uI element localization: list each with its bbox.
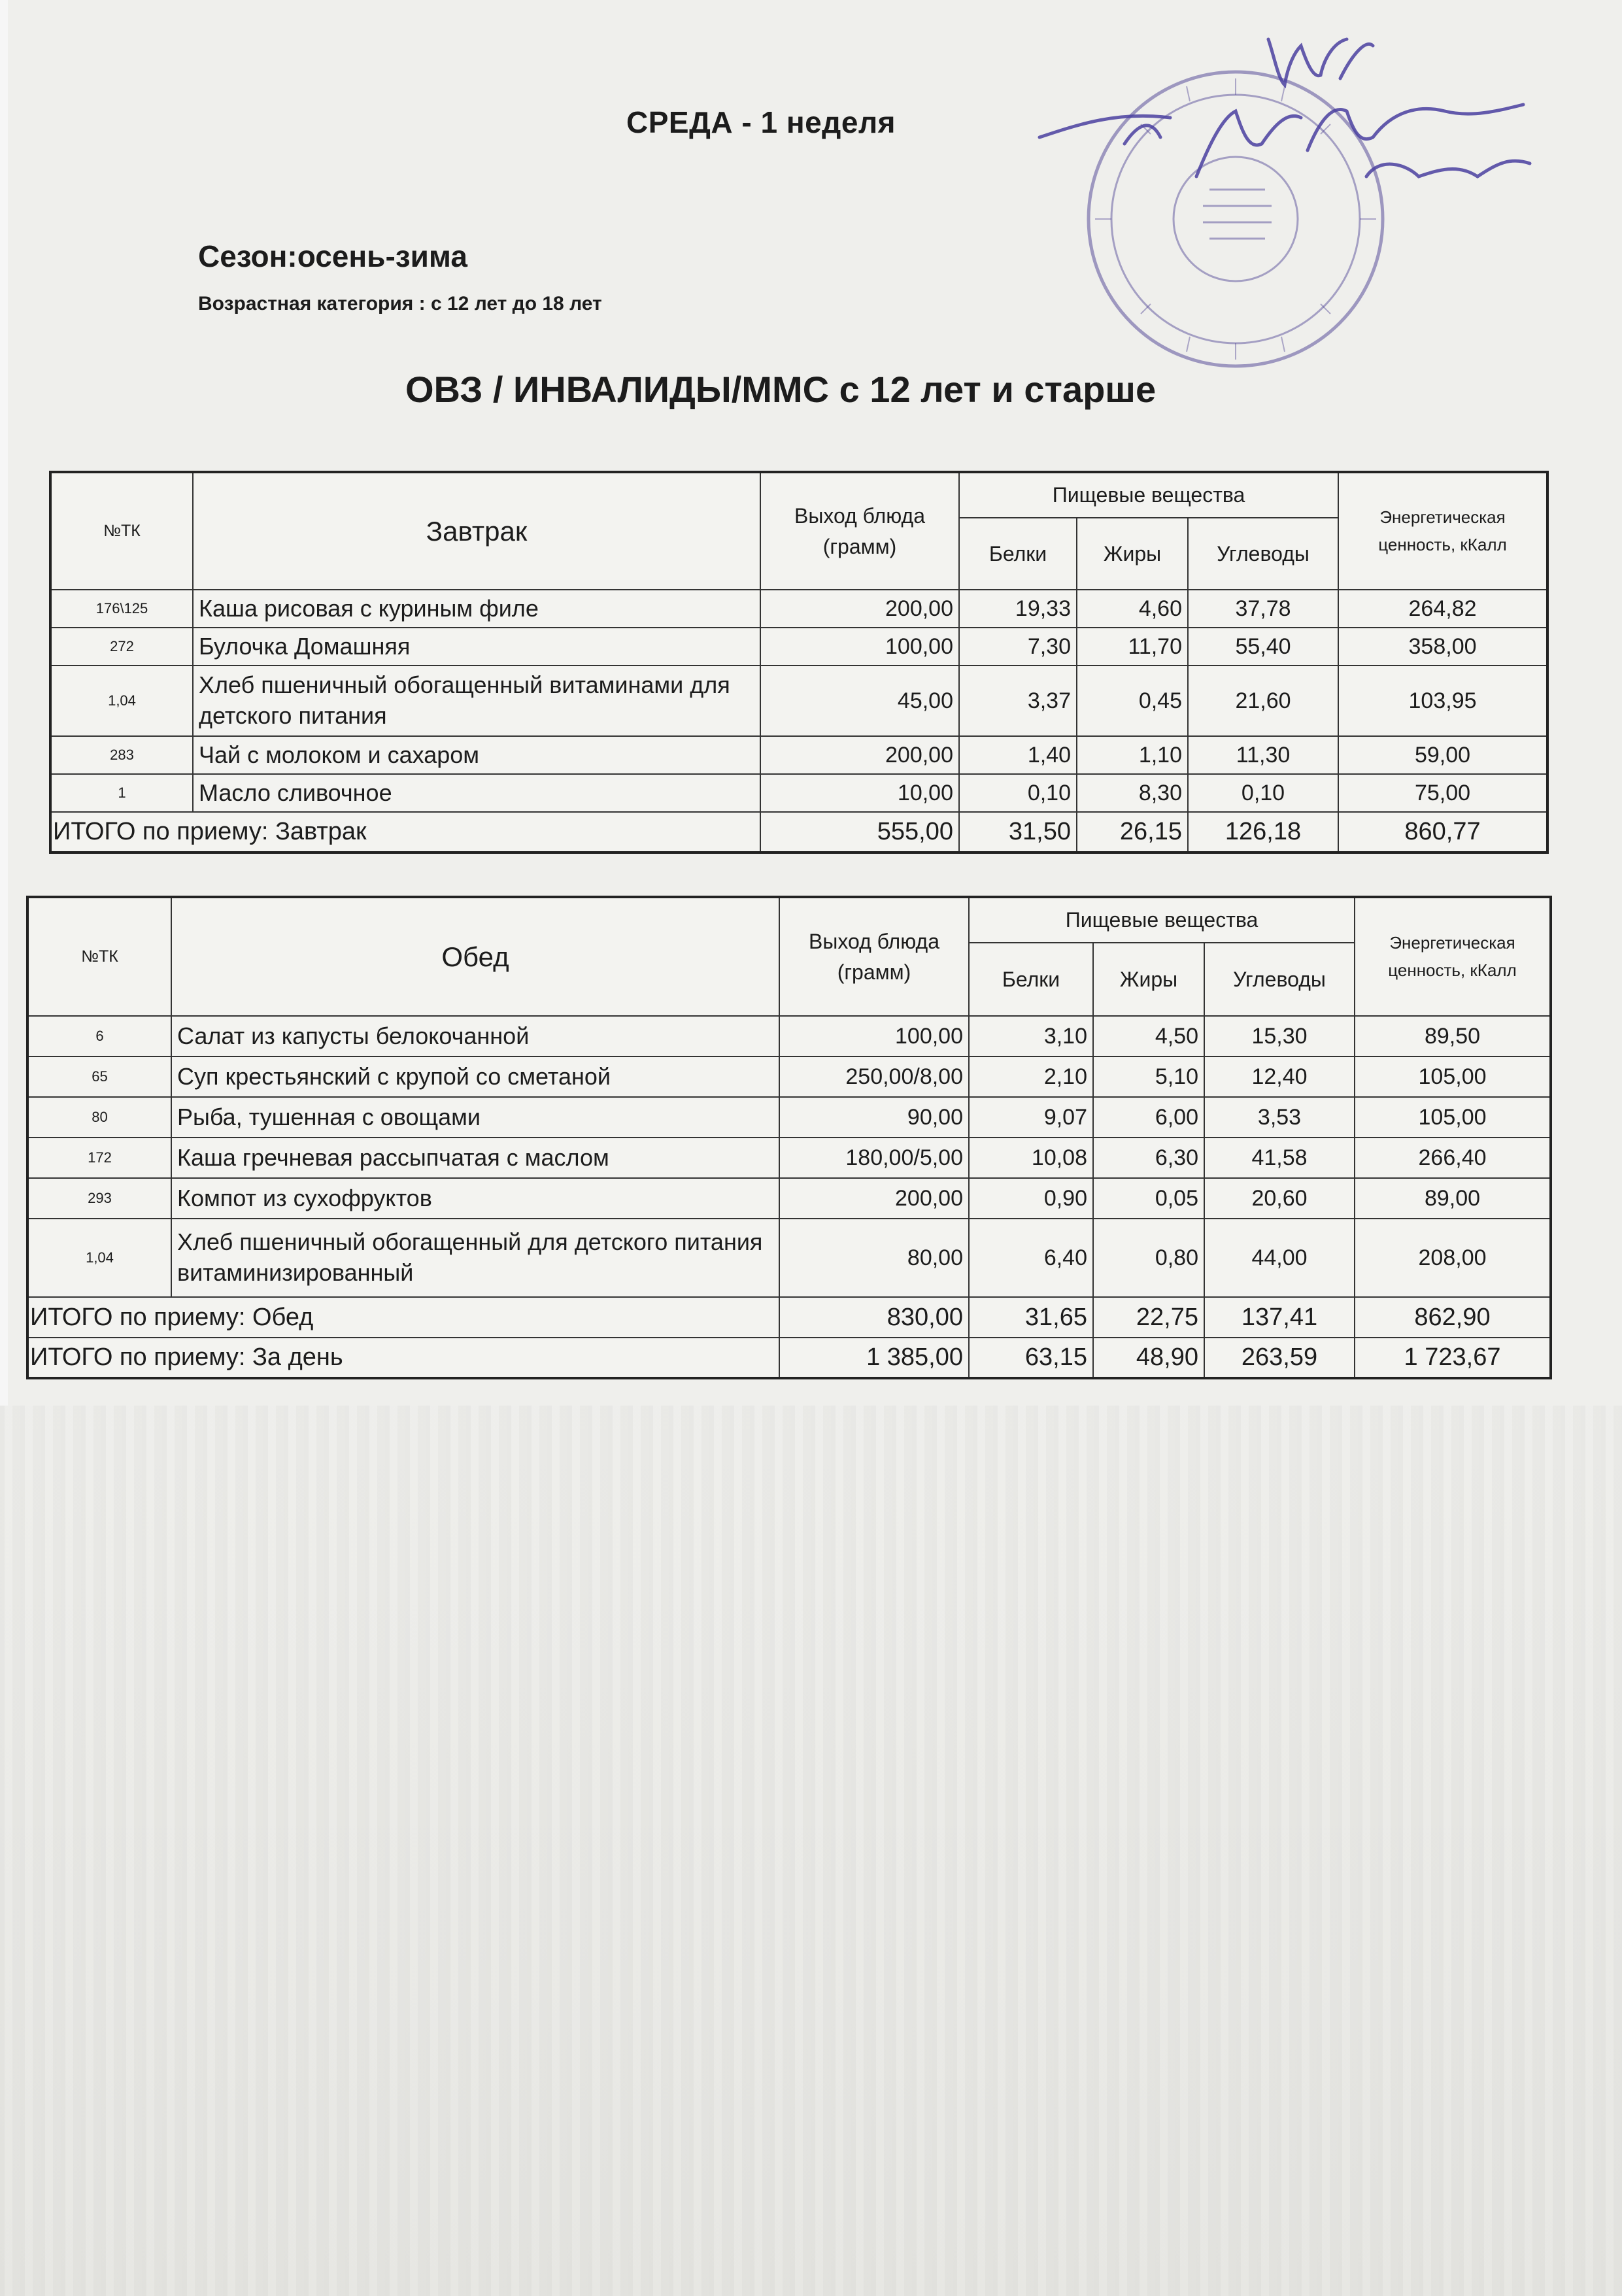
dish-name: Салат из капусты белокочанной bbox=[171, 1016, 779, 1056]
dish-name: Булочка Домашняя bbox=[193, 628, 760, 666]
column-header-meal: Завтрак bbox=[193, 472, 760, 590]
column-header-nutrients: Пищевые вещества bbox=[959, 472, 1338, 518]
dish-yield: 180,00/5,00 bbox=[779, 1138, 969, 1178]
dish-carbs: 21,60 bbox=[1188, 666, 1338, 736]
dish-yield: 200,00 bbox=[760, 590, 959, 628]
dish-yield: 10,00 bbox=[760, 774, 959, 812]
column-header-protein: Белки bbox=[969, 943, 1093, 1016]
dish-fat: 8,30 bbox=[1077, 774, 1188, 812]
total-label: ИТОГО по приему: Завтрак bbox=[50, 812, 760, 853]
signature-icon bbox=[1026, 13, 1536, 209]
dish-code: 6 bbox=[27, 1016, 171, 1056]
dish-energy: 89,00 bbox=[1355, 1178, 1551, 1219]
dish-carbs: 15,30 bbox=[1204, 1016, 1355, 1056]
column-header-carbs: Углеводы bbox=[1204, 943, 1355, 1016]
column-header-code: №ТК bbox=[50, 472, 193, 590]
dish-name: Компот из сухофруктов bbox=[171, 1178, 779, 1219]
table-row bbox=[50, 736, 1547, 774]
dish-yield: 100,00 bbox=[760, 628, 959, 666]
column-header-yield: Выход блюда (грамм) bbox=[779, 897, 969, 1016]
dish-fat: 4,50 bbox=[1093, 1016, 1204, 1056]
dish-protein: 2,10 bbox=[969, 1056, 1093, 1097]
table-row bbox=[27, 1219, 1551, 1297]
dish-code: 293 bbox=[27, 1178, 171, 1219]
dish-code: 65 bbox=[27, 1056, 171, 1097]
day-total-protein: 63,15 bbox=[969, 1338, 1093, 1378]
dish-fat: 0,05 bbox=[1093, 1178, 1204, 1219]
column-header-fat: Жиры bbox=[1093, 943, 1204, 1016]
dish-carbs: 41,58 bbox=[1204, 1138, 1355, 1178]
column-header-yield: Выход блюда (грамм) bbox=[760, 472, 959, 590]
total-yield: 830,00 bbox=[779, 1297, 969, 1338]
table-row bbox=[50, 628, 1547, 666]
dish-carbs: 55,40 bbox=[1188, 628, 1338, 666]
age-category: Возрастная категория : с 12 лет до 18 лет bbox=[198, 293, 602, 314]
dish-fat: 0,80 bbox=[1093, 1219, 1204, 1297]
total-fat: 22,75 bbox=[1093, 1297, 1204, 1338]
scan-background bbox=[0, 1406, 1622, 2296]
dish-yield: 45,00 bbox=[760, 666, 959, 736]
dish-carbs: 3,53 bbox=[1204, 1097, 1355, 1138]
dish-name: Рыба, тушенная с овощами bbox=[171, 1097, 779, 1138]
dish-protein: 3,37 bbox=[959, 666, 1077, 736]
dish-energy: 266,40 bbox=[1355, 1138, 1551, 1178]
dish-energy: 105,00 bbox=[1355, 1097, 1551, 1138]
column-header-energy: Энергетическая ценность, кКалл bbox=[1338, 472, 1547, 590]
dish-carbs: 37,78 bbox=[1188, 590, 1338, 628]
day-total-row bbox=[27, 1338, 1551, 1378]
day-total-energy: 1 723,67 bbox=[1355, 1338, 1551, 1378]
dish-code: 172 bbox=[27, 1138, 171, 1178]
dish-energy: 208,00 bbox=[1355, 1219, 1551, 1297]
dish-name: Каша гречневая рассыпчатая с маслом bbox=[171, 1138, 779, 1178]
dish-code: 283 bbox=[50, 736, 193, 774]
dish-energy: 103,95 bbox=[1338, 666, 1547, 736]
column-header-fat: Жиры bbox=[1077, 518, 1188, 590]
column-header-energy: Энергетическая ценность, кКалл bbox=[1355, 897, 1551, 1016]
total-energy: 862,90 bbox=[1355, 1297, 1551, 1338]
total-protein: 31,65 bbox=[969, 1297, 1093, 1338]
dish-yield: 200,00 bbox=[760, 736, 959, 774]
dish-fat: 6,30 bbox=[1093, 1138, 1204, 1178]
total-yield: 555,00 bbox=[760, 812, 959, 853]
dish-protein: 0,10 bbox=[959, 774, 1077, 812]
dish-name: Хлеб пшеничный обогащенный витаминами для детского питания bbox=[193, 666, 760, 736]
dish-code: 80 bbox=[27, 1097, 171, 1138]
dish-carbs: 12,40 bbox=[1204, 1056, 1355, 1097]
dish-energy: 59,00 bbox=[1338, 736, 1547, 774]
dish-name: Чай с молоком и сахаром bbox=[193, 736, 760, 774]
dish-code: 272 bbox=[50, 628, 193, 666]
table-row bbox=[27, 1056, 1551, 1097]
dish-energy: 264,82 bbox=[1338, 590, 1547, 628]
dish-yield: 250,00/8,00 bbox=[779, 1056, 969, 1097]
day-total-fat: 48,90 bbox=[1093, 1338, 1204, 1378]
dish-fat: 4,60 bbox=[1077, 590, 1188, 628]
column-header-nutrients: Пищевые вещества bbox=[969, 897, 1355, 943]
dish-carbs: 20,60 bbox=[1204, 1178, 1355, 1219]
dish-name: Масло сливочное bbox=[193, 774, 760, 812]
table-row bbox=[50, 666, 1547, 736]
dish-code: 1,04 bbox=[27, 1219, 171, 1297]
total-label: ИТОГО по приему: Обед bbox=[27, 1297, 779, 1338]
day-total-label: ИТОГО по приему: За день bbox=[27, 1338, 779, 1378]
day-total-carbs: 263,59 bbox=[1204, 1338, 1355, 1378]
table-row bbox=[27, 1016, 1551, 1056]
dish-protein: 9,07 bbox=[969, 1097, 1093, 1138]
column-header-code: №ТК bbox=[27, 897, 171, 1016]
table-row bbox=[27, 1097, 1551, 1138]
dish-protein: 6,40 bbox=[969, 1219, 1093, 1297]
dish-fat: 11,70 bbox=[1077, 628, 1188, 666]
breakfast-table bbox=[49, 471, 1549, 854]
dish-protein: 7,30 bbox=[959, 628, 1077, 666]
dish-fat: 6,00 bbox=[1093, 1097, 1204, 1138]
page-title: СРЕДА - 1 неделя bbox=[626, 105, 896, 139]
total-fat: 26,15 bbox=[1077, 812, 1188, 853]
total-carbs: 137,41 bbox=[1204, 1297, 1355, 1338]
dish-fat: 1,10 bbox=[1077, 736, 1188, 774]
dish-fat: 5,10 bbox=[1093, 1056, 1204, 1097]
table-row bbox=[27, 1138, 1551, 1178]
dish-protein: 19,33 bbox=[959, 590, 1077, 628]
dish-protein: 0,90 bbox=[969, 1178, 1093, 1219]
dish-protein: 10,08 bbox=[969, 1138, 1093, 1178]
dish-name: Каша рисовая с куриным филе bbox=[193, 590, 760, 628]
column-header-protein: Белки bbox=[959, 518, 1077, 590]
column-header-meal: Обед bbox=[171, 897, 779, 1016]
breakfast-total-row bbox=[50, 812, 1547, 853]
dish-carbs: 44,00 bbox=[1204, 1219, 1355, 1297]
table-row bbox=[27, 1178, 1551, 1219]
dish-fat: 0,45 bbox=[1077, 666, 1188, 736]
dish-carbs: 11,30 bbox=[1188, 736, 1338, 774]
dish-energy: 105,00 bbox=[1355, 1056, 1551, 1097]
dish-name: Суп крестьянский с крупой со сметаной bbox=[171, 1056, 779, 1097]
column-header-carbs: Углеводы bbox=[1188, 518, 1338, 590]
dish-energy: 89,50 bbox=[1355, 1016, 1551, 1056]
group-title: ОВЗ / ИНВАЛИДЫ/ММС с 12 лет и старше bbox=[405, 369, 1157, 410]
dish-code: 1 bbox=[50, 774, 193, 812]
dish-protein: 1,40 bbox=[959, 736, 1077, 774]
dish-energy: 75,00 bbox=[1338, 774, 1547, 812]
dish-yield: 200,00 bbox=[779, 1178, 969, 1219]
dish-protein: 3,10 bbox=[969, 1016, 1093, 1056]
total-energy: 860,77 bbox=[1338, 812, 1547, 853]
dish-name: Хлеб пшеничный обогащенный для детского питания витаминизированный bbox=[171, 1219, 779, 1297]
total-protein: 31,50 bbox=[959, 812, 1077, 853]
dish-energy: 358,00 bbox=[1338, 628, 1547, 666]
dish-carbs: 0,10 bbox=[1188, 774, 1338, 812]
day-total-yield: 1 385,00 bbox=[779, 1338, 969, 1378]
total-carbs: 126,18 bbox=[1188, 812, 1338, 853]
season-label: Сезон:осень-зима bbox=[198, 239, 467, 273]
lunch-table bbox=[26, 896, 1552, 1379]
dish-yield: 100,00 bbox=[779, 1016, 969, 1056]
dish-yield: 80,00 bbox=[779, 1219, 969, 1297]
table-row bbox=[50, 590, 1547, 628]
table-row bbox=[50, 774, 1547, 812]
lunch-total-row bbox=[27, 1297, 1551, 1338]
dish-code: 176\125 bbox=[50, 590, 193, 628]
dish-yield: 90,00 bbox=[779, 1097, 969, 1138]
dish-code: 1,04 bbox=[50, 666, 193, 736]
